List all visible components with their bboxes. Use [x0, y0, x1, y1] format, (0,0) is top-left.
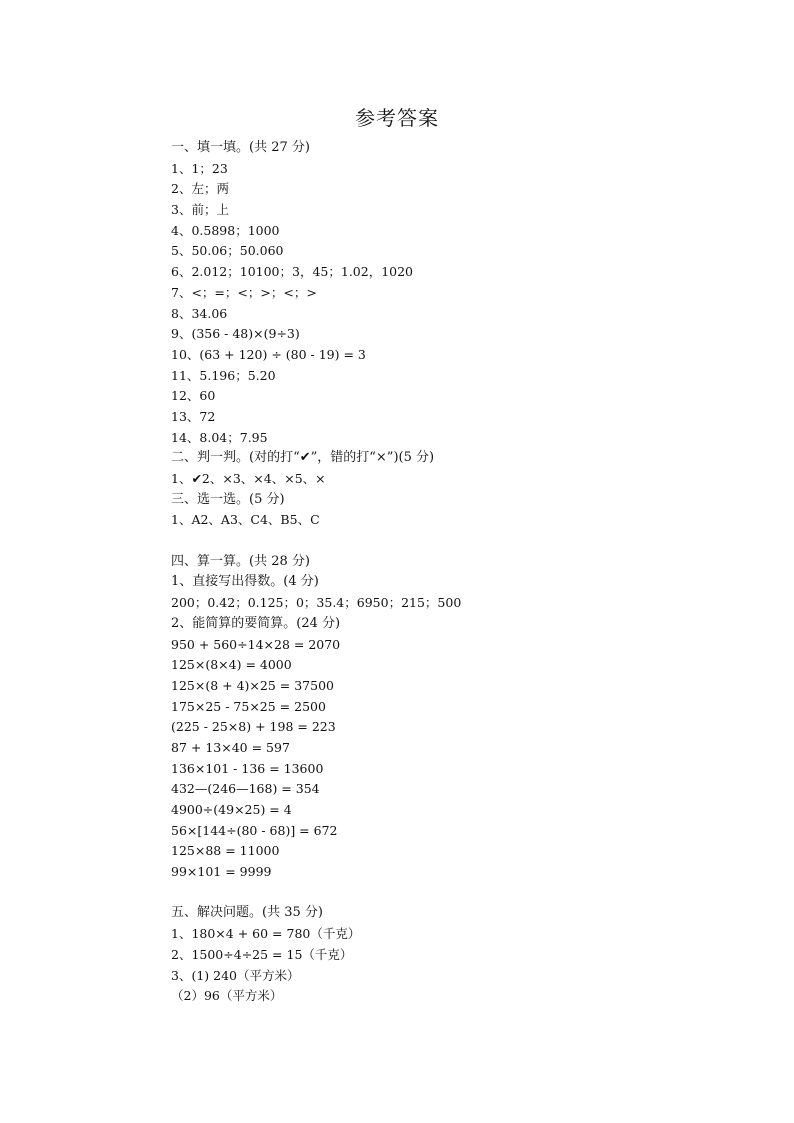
answer-line: 5、50.06；50.060: [171, 243, 284, 259]
answer-line: 56×[144÷(80 - 68)] = 672: [171, 822, 338, 838]
answer-line: 87 + 13×40 = 597: [171, 739, 290, 755]
answer-line: 125×(8 + 4)×25 = 37500: [171, 677, 334, 693]
answer-line: 1、180×4 + 60 = 780（千克）: [171, 926, 361, 942]
answer-line: 175×25 - 75×25 = 2500: [171, 698, 326, 714]
section-heading: 三、选一选。(5 分): [171, 491, 285, 507]
answer-line: 4900÷(49×25) = 4: [171, 802, 292, 817]
answer-line: 12、60: [171, 388, 216, 404]
answer-line: (225 - 25×8) + 198 = 223: [171, 719, 336, 735]
answer-line: 13、72: [171, 408, 216, 424]
answer-line: 3、前；上: [171, 202, 229, 218]
answer-line: （2）96（平方米）: [171, 988, 283, 1004]
section-heading: 五、解决问题。(共 35 分): [171, 905, 323, 921]
answer-line: 125×(8×4) = 4000: [171, 657, 292, 673]
section-heading: 一、填一填。(共 27 分): [171, 140, 310, 155]
answer-line: 14、8.04；7.95: [171, 429, 268, 445]
section-heading: 1、直接写出得数。(4 分): [171, 574, 319, 590]
answer-line: 950 + 560÷14×28 = 2070: [171, 636, 341, 652]
blank-line: [171, 883, 731, 904]
answer-line: 6、2.012；10100；3，45；1.02，1020: [171, 264, 414, 280]
answer-line: 8、34.06: [171, 305, 228, 321]
answer-line: 2、1500÷4÷25 = 15（千克）: [171, 946, 353, 962]
section-heading: 2、能简算的要简算。(24 分): [171, 615, 341, 631]
answer-line: 125×88 = 11000: [171, 843, 280, 859]
answer-line: 4、0.5898；1000: [171, 222, 280, 238]
answer-list: [171, 138, 731, 1007]
answer-line: 1、1；23: [171, 160, 228, 176]
answer-line: 1、A2、A3、C4、B5、C: [171, 512, 320, 528]
answer-line: 136×101 - 136 = 13600: [171, 760, 324, 776]
section-heading: 四、算一算。(共 28 分): [171, 553, 310, 569]
answer-line: 432—(246—168) = 354: [171, 781, 320, 797]
answer-line: 7、<；=；<；>；<；>: [171, 284, 317, 300]
answer-line: 3、(1) 240（平方米）: [171, 967, 300, 983]
answer-line: 1、✔2、×3、×4、×5、×: [171, 471, 326, 486]
answer-line: 2、左；两: [171, 181, 229, 197]
section-heading: 二、判一判。(对的打“✔”，错的打“×”)(5 分): [171, 450, 435, 466]
page-title: 参考答案: [355, 106, 439, 130]
answer-line: 10、(63 + 120) ÷ (80 - 19) = 3: [171, 346, 366, 362]
blank-line: [171, 531, 731, 552]
answer-line: 99×101 = 9999: [171, 864, 272, 880]
answer-line: 200；0.42；0.125；0；35.4；6950；215；500: [171, 595, 462, 611]
answer-line: 9、(356 - 48)×(9÷3): [171, 326, 300, 342]
answer-line: 11、5.196；5.20: [171, 367, 276, 383]
